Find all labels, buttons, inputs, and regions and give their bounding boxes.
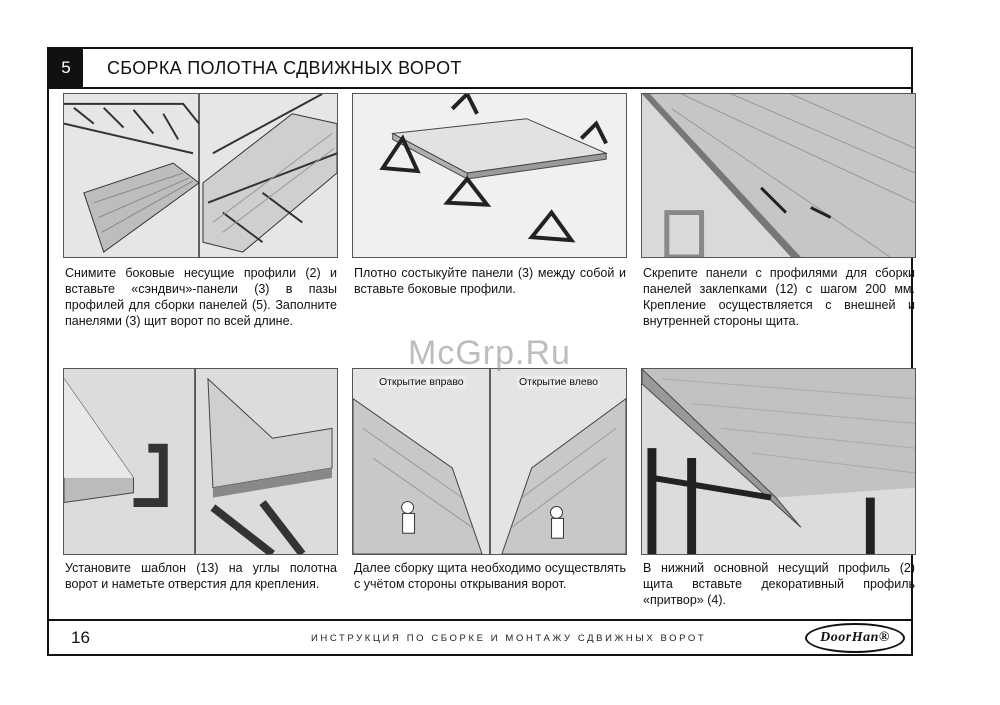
logo-text: DoorHan® — [820, 630, 890, 645]
open-left-label: Открытие влево — [519, 376, 598, 388]
watermark: McGrp.Ru — [408, 334, 571, 372]
step-3-illustration — [641, 93, 916, 258]
step-1-illustration — [63, 93, 338, 258]
open-right-label: Открытие вправо — [379, 376, 464, 388]
footer-title: ИНСТРУКЦИЯ ПО СБОРКЕ И МОНТАЖУ СДВИЖНЫХ ВОРОТ — [311, 633, 707, 644]
section-title: СБОРКА ПОЛОТНА СДВИЖНЫХ ВОРОТ — [107, 58, 462, 78]
section-header — [49, 49, 911, 89]
page-footer — [49, 619, 911, 656]
step-5-caption: Далее сборку щита необходимо осуществлять с учётом стороны открывания ворот. — [354, 561, 626, 591]
step-6-illustration — [641, 368, 916, 555]
page-number: 16 — [71, 628, 90, 647]
step-3-caption: Скрепите панели с профилями для сборки панелей заклепками (12) с шагом 200 мм. Крепление осуществляется с внешней и внутренней стороны щита. — [643, 266, 915, 328]
step-4-illustration — [63, 368, 338, 555]
section-number: 5 — [49, 49, 83, 87]
step-5-illustration — [352, 368, 627, 555]
step-4-caption: Установите шаблон (13) на углы полотна ворот и наметьте отверстия для крепления. — [65, 561, 337, 591]
step-2-illustration — [352, 93, 627, 258]
doorhan-logo — [805, 623, 905, 653]
step-2-caption: Плотно состыкуйте панели (3) между собой и вставьте боковые профили. — [354, 266, 626, 296]
step-1-caption: Снимите боковые несущие профили (2) и вставьте «сэндвич»-панели (3) в пазы профилей для сборки панелей (5). Заполните панелями (3) щит ворот по всей длине. — [65, 266, 337, 328]
step-6-caption: В нижний основной несущий профиль (2) щита вставьте декоративный профиль «притвор» (4). — [643, 561, 915, 607]
